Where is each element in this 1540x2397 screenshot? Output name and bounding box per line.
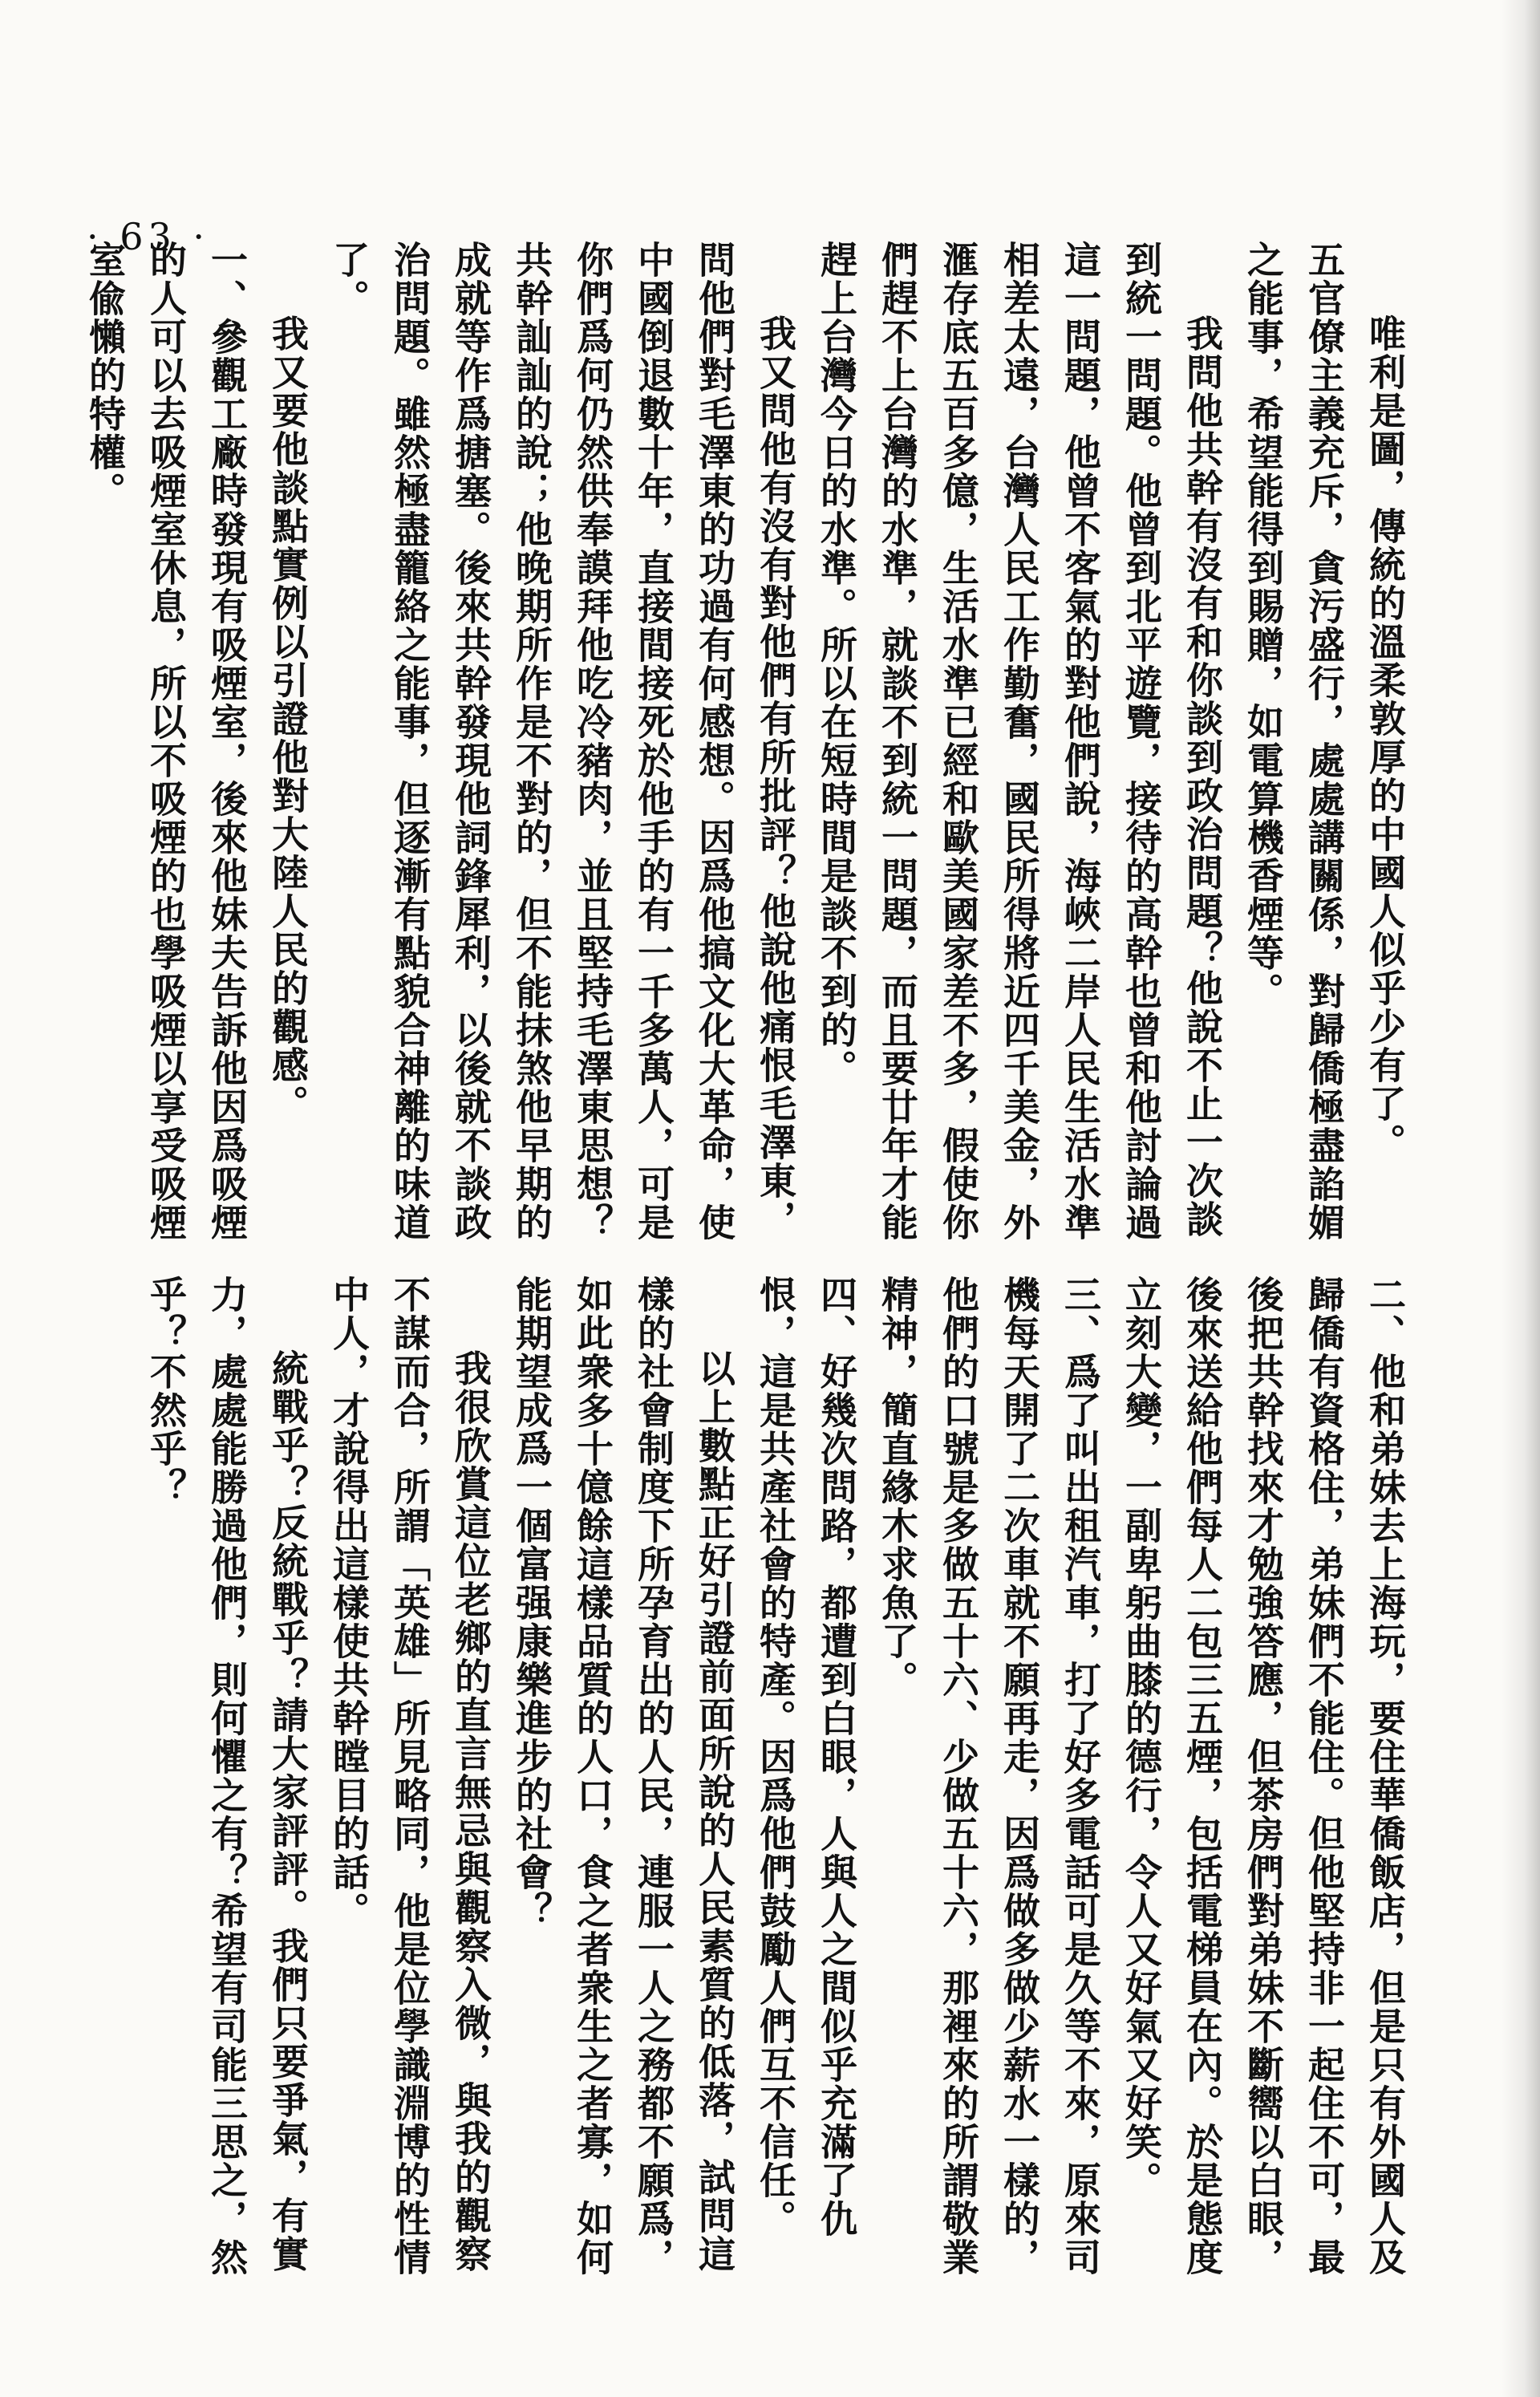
page-number: · 63 · [87,215,210,258]
item-two-shanghai-hotel: 二、他和弟妹去上海玩，要住華僑飯店，但是只有外國人及歸僑有資格住，弟妹們不能住。但他堅持非一起住不可，最後把共幹找來才勉強答應，但茶房們對弟妹不斷嚮以白眼，後來送給他們每人二包三五煙，包括電梯員在內。於是態度立刻大變，一副卑躬曲膝的德行，令人又好氣又好笑。 [1120,1276,1407,2277]
paragraph-criticism-mao: 我又問他有沒有對他們有所批評？他說他痛恨毛澤東，問他們對毛澤東的功過有何感想。因爲他搞文化大革命，使中國倒退數十年，直接間接死於他手的有一千多萬人，可是你們爲何仍然供奉謨拜他吃冷豬肉，並且堅持毛澤東思想？共幹訕訕的說；他晚期所作是不對的，但不能抹煞他早期的成就等作爲搪塞。後來共幹發現他詞鋒犀利，以後就不談政治問題。雖然極盡籠絡之能事，但逐漸有點貌合神離的味道了。 [327,241,797,1242]
paragraph-population-quality: 以上數點正好引證前面所說的人民素質的低落，試問這樣的社會制度下所孕育出的人民，連服一人之務都不願爲，如此衆多十億餘這樣品質的人口，食之者衆生之者寡，如何能期望成爲一個富强康樂進步的社會？ [510,1276,736,2277]
paragraph-appreciation: 我很欣賞這位老鄉的直言無忌與觀察入微，與我的觀察不謀而合，所謂「英雄」所見略同，他是位學識淵博的性情中人，才說得出這樣使共幹瞠目的話。 [327,1276,492,2277]
paragraph-ask-examples: 我又要他談點實例以引證他對大陸人民的觀感。 [266,314,310,1123]
upper-text-block [75,241,1416,1267]
item-four-asking-directions: 四、好幾次問路，都遭到白眼，人與人之間似乎充滿了仇恨，這是共產社會的特產。因爲他們鼓勵人們互不信任。 [754,1276,858,2238]
lower-text-block [136,1276,1416,2286]
paragraph-united-front: 統戰乎？反統戰乎？請大家評評。我們只要爭氣，有實力，處處能勝過他們，則何懼之有？希望有司能三思之，然乎？不然乎？ [144,1276,310,2277]
item-five-bureaucracy: 五官僚主義充斥，貪污盛行，處處講關係，對歸僑極盡諂媚之能事，希望能得到賜贈，如電算機香煙等。 [1242,241,1346,1242]
paragraph-unification-talk: 我問他共幹有沒有和你談到政治問題？他說不止一次談到統一問題。他曾到北平遊覽，接待的高幹也曾和他討論過這一問題，他曾不客氣的對他們說，海峽二岸人民生活水準相差太遠，台灣人民工作勤奮，國民所得將近四千美金，外滙存底五百多億，生活水準已經和歐美國家差不多，假使你們趕不上台灣的水準，就談不到統一問題，而且要廿年才能趕上台灣今日的水準。所以在短時間是談不到的。 [815,241,1224,1242]
item-three-taxi: 三、爲了叫出租汽車，打了好多電話可是久等不來，原來司機每天開了二次車就不願再走，因爲做多做少薪水一樣的，他們的口號是多做五十六、少做五十六，那裡來的所謂敬業精神，簡直緣木求魚了。 [876,1276,1102,2277]
paragraph-profit-seeking: 唯利是圖，傳統的溫柔敦厚的中國人似乎少有了。 [1364,314,1407,1162]
page-edge-shadow [1502,0,1540,2397]
item-one-smoking-room: 一、參觀工廠時發現有吸煙室，後來他妹夫告訴他因爲吸煙的人可以去吸煙室休息，所以不吸煙的也學吸煙以享受吸煙室偸懶的特權。 [83,241,249,1242]
